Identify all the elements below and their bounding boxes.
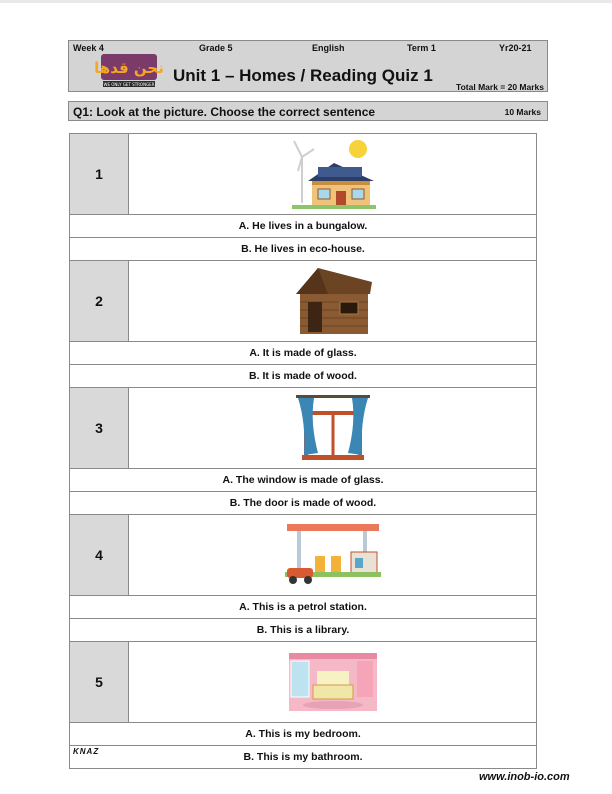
option-a[interactable]: A. It is made of glass. xyxy=(70,342,536,365)
question-item xyxy=(70,134,536,261)
option-b[interactable]: B. He lives in eco-house. xyxy=(70,238,536,261)
question-marks: 10 Marks xyxy=(504,107,541,117)
year-label: Yr20-21 xyxy=(499,43,532,53)
quiz-title: Unit 1 – Homes / Reading Quiz 1 xyxy=(173,66,433,85)
question-table xyxy=(69,133,537,769)
svg-text:نحن قدها: نحن قدها xyxy=(94,59,164,77)
total-mark: Total Mark = 20 Marks xyxy=(456,82,544,92)
question-bar xyxy=(68,101,548,121)
picture-row xyxy=(70,261,536,342)
picture-cell xyxy=(129,642,536,722)
option-a[interactable]: A. This is my bedroom. xyxy=(70,723,536,746)
option-a[interactable]: A. The window is made of glass. xyxy=(70,469,536,492)
item-number: 5 xyxy=(70,642,129,722)
picture-row xyxy=(70,134,536,215)
option-a[interactable]: A. He lives in a bungalow. xyxy=(70,215,536,238)
logo-icon xyxy=(94,50,164,90)
picture-cell xyxy=(129,261,536,341)
item-number: 2 xyxy=(70,261,129,341)
website-link[interactable]: www.inob-io.com xyxy=(479,771,570,783)
eco-house-icon xyxy=(288,137,378,211)
question-item xyxy=(70,261,536,388)
picture-row xyxy=(70,642,536,723)
option-b[interactable]: B. The door is made of wood. xyxy=(70,492,536,515)
option-b[interactable]: B. This is my bathroom. xyxy=(70,746,536,769)
question-item xyxy=(70,515,536,642)
window-icon xyxy=(288,393,378,463)
grade-label: Grade 5 xyxy=(199,43,233,53)
item-number: 4 xyxy=(70,515,129,595)
option-a[interactable]: A. This is a petrol station. xyxy=(70,596,536,619)
petrol-station-icon xyxy=(283,522,383,588)
bedroom-icon xyxy=(287,651,379,713)
wooden-hut-icon xyxy=(288,264,378,338)
question-item xyxy=(70,642,536,769)
term-label: Term 1 xyxy=(407,43,436,53)
author-signature: KNAZ xyxy=(73,747,100,756)
question-text: Q1: Look at the picture. Choose the correct sentence xyxy=(73,105,376,119)
picture-cell xyxy=(129,134,536,214)
option-b[interactable]: B. This is a library. xyxy=(70,619,536,642)
quiz-header xyxy=(68,40,548,92)
item-number: 3 xyxy=(70,388,129,468)
picture-cell xyxy=(129,388,536,468)
picture-cell xyxy=(129,515,536,595)
subject-label: English xyxy=(312,43,345,53)
picture-row xyxy=(70,515,536,596)
svg-text:WE ONLY GET STRONGER: WE ONLY GET STRONGER xyxy=(103,82,155,87)
question-item xyxy=(70,388,536,515)
option-b[interactable]: B. It is made of wood. xyxy=(70,365,536,388)
item-number: 1 xyxy=(70,134,129,214)
week-label: Week 4 xyxy=(73,43,104,53)
picture-row xyxy=(70,388,536,469)
top-border xyxy=(0,0,612,3)
